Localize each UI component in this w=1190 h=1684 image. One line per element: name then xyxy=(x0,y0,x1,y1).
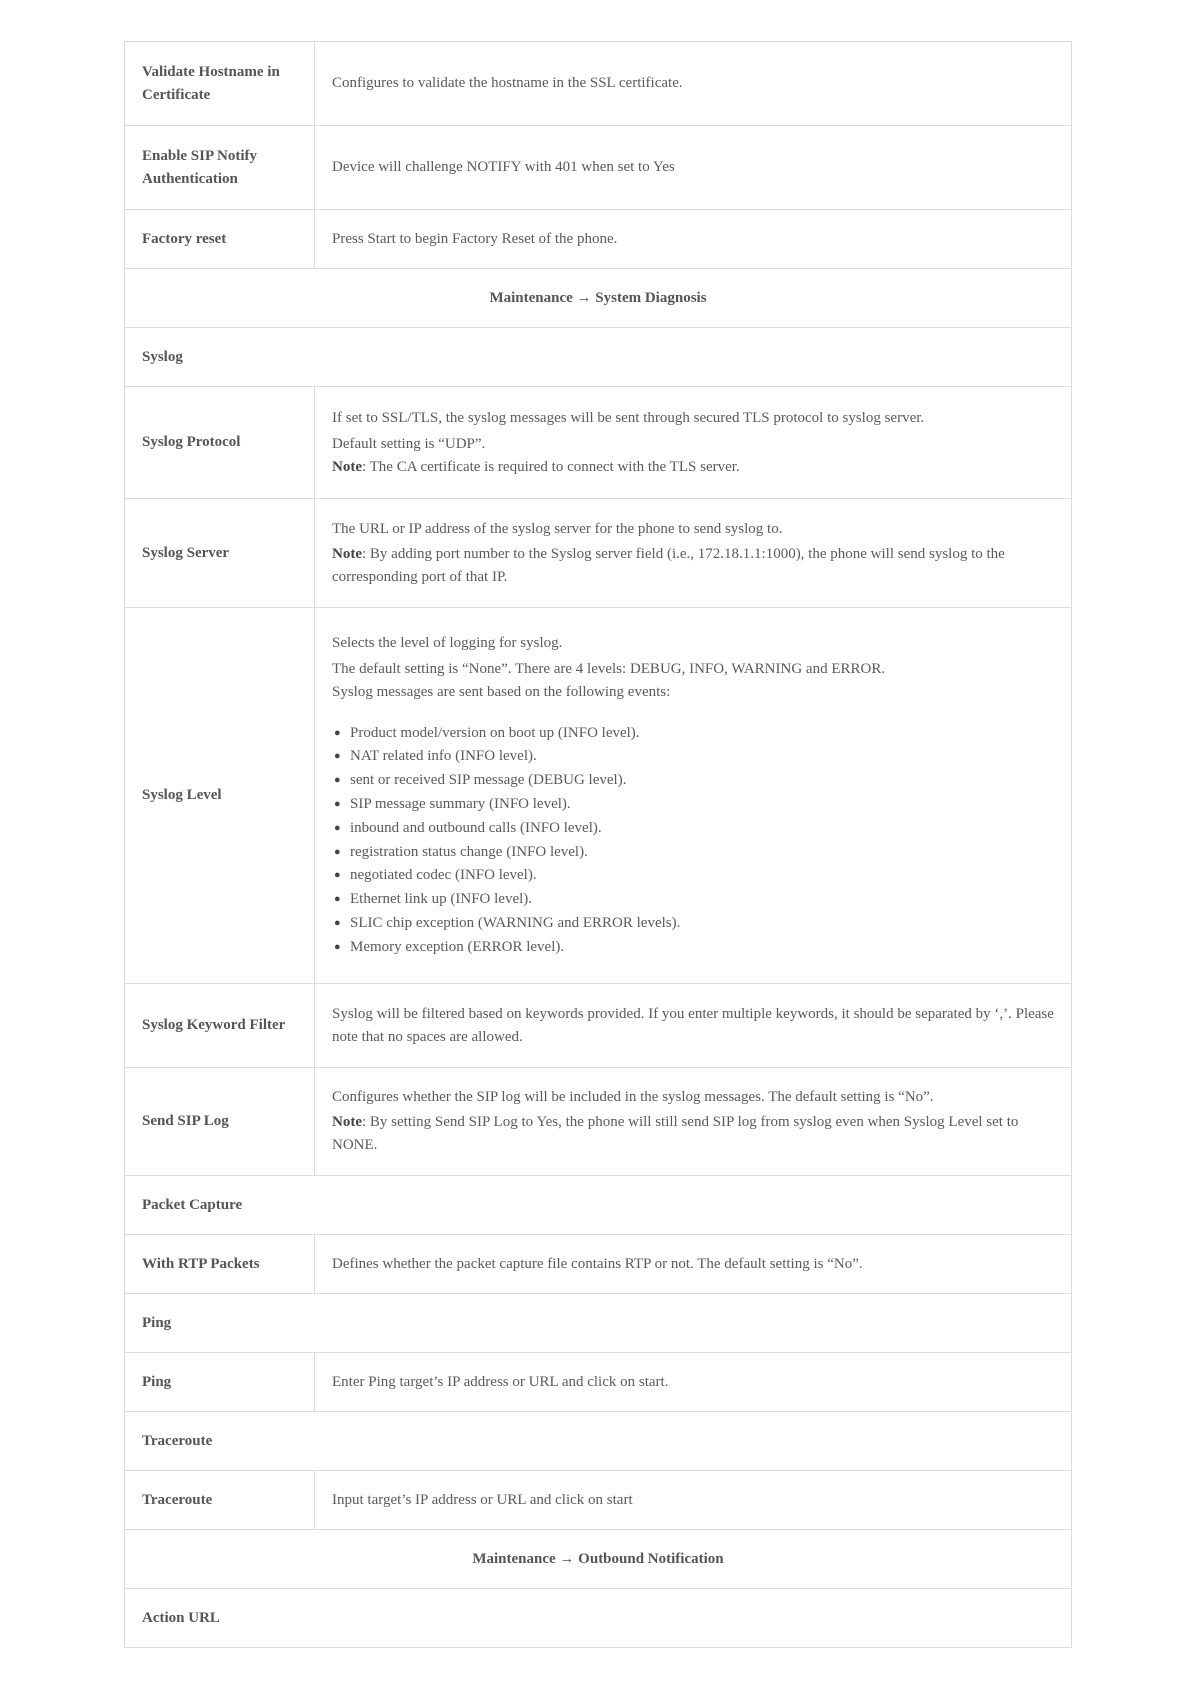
note-label: Note xyxy=(332,545,362,562)
param-desc-with-rtp-packets: Defines whether the packet capture file contains RTP or not. The default setting is “No”. xyxy=(315,1235,1072,1294)
desc-line: If set to SSL/TLS, the syslog messages will be sent through secured TLS protocol to syslog server. xyxy=(332,409,925,426)
param-desc-syslog-keyword-filter: Syslog will be filtered based on keywords provided. If you enter multiple keywords, it should be separated by ‘,’. Please note that no spaces are allowed. xyxy=(315,984,1072,1068)
desc-line: The default setting is “None”. There are 4 levels: DEBUG, INFO, WARNING and ERROR. xyxy=(332,660,886,677)
list-item: ● negotiated codec (INFO level). xyxy=(334,864,1054,888)
list-item: ● registration status change (INFO level). xyxy=(334,841,1054,865)
list-item: ● Memory exception (ERROR level). xyxy=(334,936,1054,960)
table-row xyxy=(125,1530,1072,1589)
table-row xyxy=(125,1471,1072,1530)
desc-line: Configures whether the SIP log will be included in the syslog messages. The default setting is “No”. xyxy=(332,1089,934,1105)
group-title-ping: Ping xyxy=(125,1294,1072,1353)
table-row xyxy=(125,210,1072,269)
section-title-outbound-notification: Maintenance → Outbound Notification xyxy=(125,1530,1072,1589)
table-row xyxy=(125,1176,1072,1235)
param-desc-sip-notify-auth: Device will challenge NOTIFY with 401 when set to Yes xyxy=(315,126,1072,210)
param-desc-traceroute: Input target’s IP address or URL and click on start xyxy=(315,1471,1072,1530)
param-name-syslog-server: Syslog Server xyxy=(125,499,315,608)
param-desc-syslog-server xyxy=(315,499,1072,608)
group-title-packet-capture: Packet Capture xyxy=(125,1176,1072,1235)
table-row xyxy=(125,42,1072,126)
desc-note xyxy=(332,456,1054,479)
table-row xyxy=(125,269,1072,328)
group-title-traceroute: Traceroute xyxy=(125,1412,1072,1471)
syslog-events-list xyxy=(332,722,1054,960)
table-row xyxy=(125,1353,1072,1412)
list-item: ● inbound and outbound calls (INFO level). xyxy=(334,817,1054,841)
list-item: ● SIP message summary (INFO level). xyxy=(334,793,1054,817)
param-name-factory-reset: Factory reset xyxy=(125,210,315,269)
list-item: ● NAT related info (INFO level). xyxy=(334,745,1054,769)
param-desc-validate-hostname: Configures to validate the hostname in the SSL certificate. xyxy=(315,42,1072,126)
list-item: ● Product model/version on boot up (INFO level). xyxy=(334,722,1054,746)
note-label: Note xyxy=(332,458,362,475)
desc-note xyxy=(332,543,1054,589)
table-row xyxy=(125,984,1072,1068)
param-name-validate-hostname: Validate Hostname in Certificate xyxy=(125,42,315,126)
note-text: : By setting Send SIP Log to Yes, the phone will still send SIP log from syslog even when Syslog Level set to NONE. xyxy=(332,1114,1019,1153)
param-name-syslog-protocol: Syslog Protocol xyxy=(125,387,315,499)
desc-note xyxy=(332,1111,1054,1157)
note-text: : By adding port number to the Syslog server field (i.e., 172.18.1.1:1000), the phone will send syslog to the corresponding port of that IP. xyxy=(332,545,1005,585)
param-desc-send-sip-log xyxy=(315,1068,1072,1176)
param-name-send-sip-log: Send SIP Log xyxy=(125,1068,315,1176)
table-row xyxy=(125,1294,1072,1353)
desc-line: Default setting is “UDP”. xyxy=(332,435,486,452)
param-name-traceroute: Traceroute xyxy=(125,1471,315,1530)
param-name-syslog-level: Syslog Level xyxy=(125,608,315,984)
table-row xyxy=(125,1068,1072,1176)
desc-line: Selects the level of logging for syslog. xyxy=(332,634,563,651)
list-item: ● Ethernet link up (INFO level). xyxy=(334,888,1054,912)
list-item: ● SLIC chip exception (WARNING and ERROR levels). xyxy=(334,912,1054,936)
group-title-syslog: Syslog xyxy=(125,328,1072,387)
desc-line: The URL or IP address of the syslog server for the phone to send syslog to. xyxy=(332,520,783,537)
list-item: ● sent or received SIP message (DEBUG level). xyxy=(334,769,1054,793)
note-label: Note xyxy=(332,1114,362,1130)
param-name-syslog-keyword-filter: Syslog Keyword Filter xyxy=(125,984,315,1068)
section-title-system-diagnosis: Maintenance → System Diagnosis xyxy=(125,269,1072,328)
table-row xyxy=(125,1412,1072,1471)
param-desc-syslog-level xyxy=(315,608,1072,984)
note-text: : The CA certificate is required to connect with the TLS server. xyxy=(362,458,740,475)
param-name-with-rtp-packets: With RTP Packets xyxy=(125,1235,315,1294)
param-name-ping: Ping xyxy=(125,1353,315,1412)
parameter-table xyxy=(124,41,1072,1648)
param-name-sip-notify-auth: Enable SIP Notify Authentication xyxy=(125,126,315,210)
param-desc-factory-reset: Press Start to begin Factory Reset of the phone. xyxy=(315,210,1072,269)
group-title-action-url: Action URL xyxy=(125,1589,1072,1648)
param-desc-syslog-protocol xyxy=(315,387,1072,499)
table-row xyxy=(125,387,1072,499)
table-row xyxy=(125,1589,1072,1648)
desc-line: Syslog messages are sent based on the following events: xyxy=(332,683,671,700)
table-row xyxy=(125,328,1072,387)
table-row xyxy=(125,608,1072,984)
table-row xyxy=(125,126,1072,210)
param-desc-ping: Enter Ping target’s IP address or URL and click on start. xyxy=(315,1353,1072,1412)
table-row xyxy=(125,1235,1072,1294)
table-row xyxy=(125,499,1072,608)
